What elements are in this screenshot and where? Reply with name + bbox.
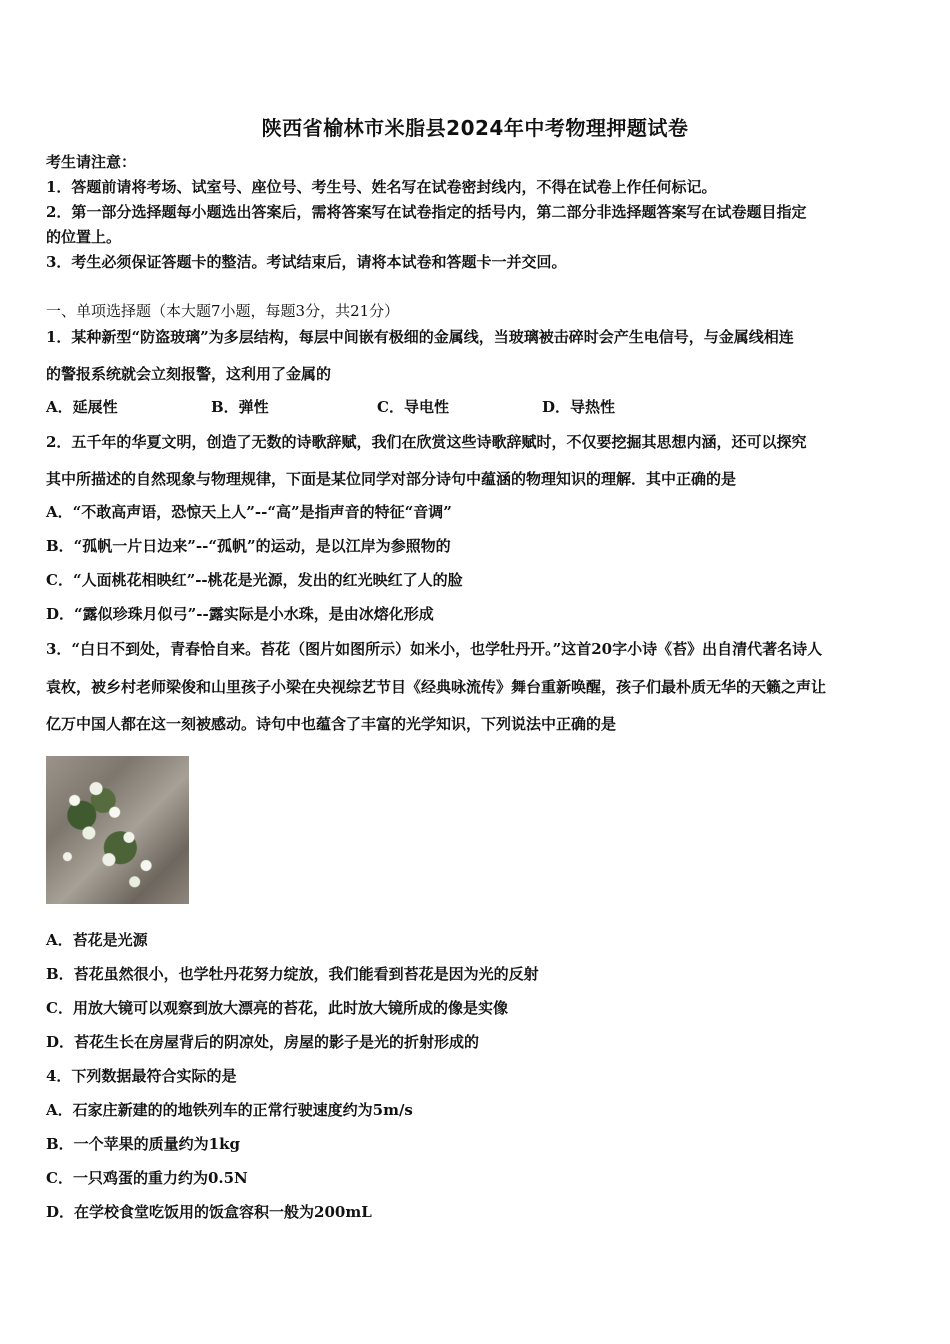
question-2-stem: 2．五千年的华夏文明，创造了无数的诗歌辞赋，我们在欣赏这些诗歌辞赋时，不仅要挖掘其思想内涵，还可以探究 (46, 433, 807, 451)
option-d: D．导热性 (542, 398, 616, 416)
question-4-stem: 4．下列数据最符合实际的是 (46, 1067, 237, 1085)
section-heading: 一、单项选择题（本大题7小题，每题3分，共21分） (46, 302, 400, 320)
page-title: 陕西省榆林市米脂县2024年中考物理押题试卷 (261, 116, 689, 140)
notice-heading: 考生请注意： (46, 153, 137, 171)
question-1-stem: 1．某种新型“防盗玻璃”为多层结构，每层中间嵌有极细的金属线，当玻璃被击碎时会产生电信号，与金属线相连 (46, 328, 794, 346)
option-a: A．石家庄新建的的地铁列车的正常行驶速度约为5m/s (46, 1101, 413, 1119)
option-c: C．用放大镜可以观察到放大漂亮的苔花，此时放大镜所成的像是实像 (46, 999, 508, 1017)
notice-item: 2．第一部分选择题每小题选出答案后，需将答案写在试卷指定的括号内，第二部分非选择题答案写在试卷题目指定 (46, 203, 807, 221)
option-c: C．“人面桃花相映红”--桃花是光源，发出的红光映红了人的脸 (46, 571, 463, 589)
question-3-stem: 3．“白日不到处，青春恰自来。苔花（图片如图所示）如米小，也学牡丹开。”这首20字小诗《苔》出自清代著名诗人 (46, 640, 823, 658)
question-3-stem: 袁枚，被乡村老师梁俊和山里孩子小梁在央视综艺节目《经典咏流传》舞台重新唤醒，孩子们最朴质无华的天籁之声让 (46, 678, 827, 696)
option-d: D．“露似珍珠月似弓”--露实际是小水珠，是由冰熔化形成 (46, 605, 434, 623)
notice-item: 3．考生必须保证答题卡的整洁。考试结束后，请将本试卷和答题卡一并交回。 (46, 253, 567, 271)
option-c: C．导电性 (377, 398, 449, 416)
option-a: A．苔花是光源 (46, 931, 148, 949)
option-a: A．“不敢高声语，恐惊天上人”--“高”是指声音的特征“音调” (46, 503, 452, 521)
option-b: B．一个苹果的质量约为1kg (46, 1135, 240, 1153)
option-b: B．弹性 (211, 398, 269, 416)
option-d: D．苔花生长在房屋背后的阴凉处，房屋的影子是光的折射形成的 (46, 1033, 480, 1051)
option-c: C．一只鸡蛋的重力约为0.5N (46, 1169, 248, 1187)
question-2-stem: 其中所描述的自然现象与物理规律，下面是某位同学对部分诗句中蕴涵的物理知识的理解．其中正确的是 (46, 470, 737, 488)
option-a: A．延展性 (46, 398, 118, 416)
question-1-stem: 的警报系统就会立刻报警，这利用了金属的 (46, 365, 332, 383)
notice-item: 的位置上。 (46, 228, 122, 246)
notice-item: 1．答题前请将考场、试室号、座位号、考生号、姓名写在试卷密封线内，不得在试卷上作任何标记。 (46, 178, 717, 196)
moss-flower-photo (46, 756, 189, 904)
option-d: D．在学校食堂吃饭用的饭盒容积一般为200mL (46, 1203, 372, 1221)
question-3-stem: 亿万中国人都在这一刻被感动。诗句中也蕴含了丰富的光学知识，下列说法中正确的是 (46, 715, 617, 733)
option-b: B．苔花虽然很小，也学牡丹花努力绽放，我们能看到苔花是因为光的反射 (46, 965, 539, 983)
option-b: B．“孤帆一片日边来”--“孤帆”的运动，是以江岸为参照物的 (46, 537, 451, 555)
